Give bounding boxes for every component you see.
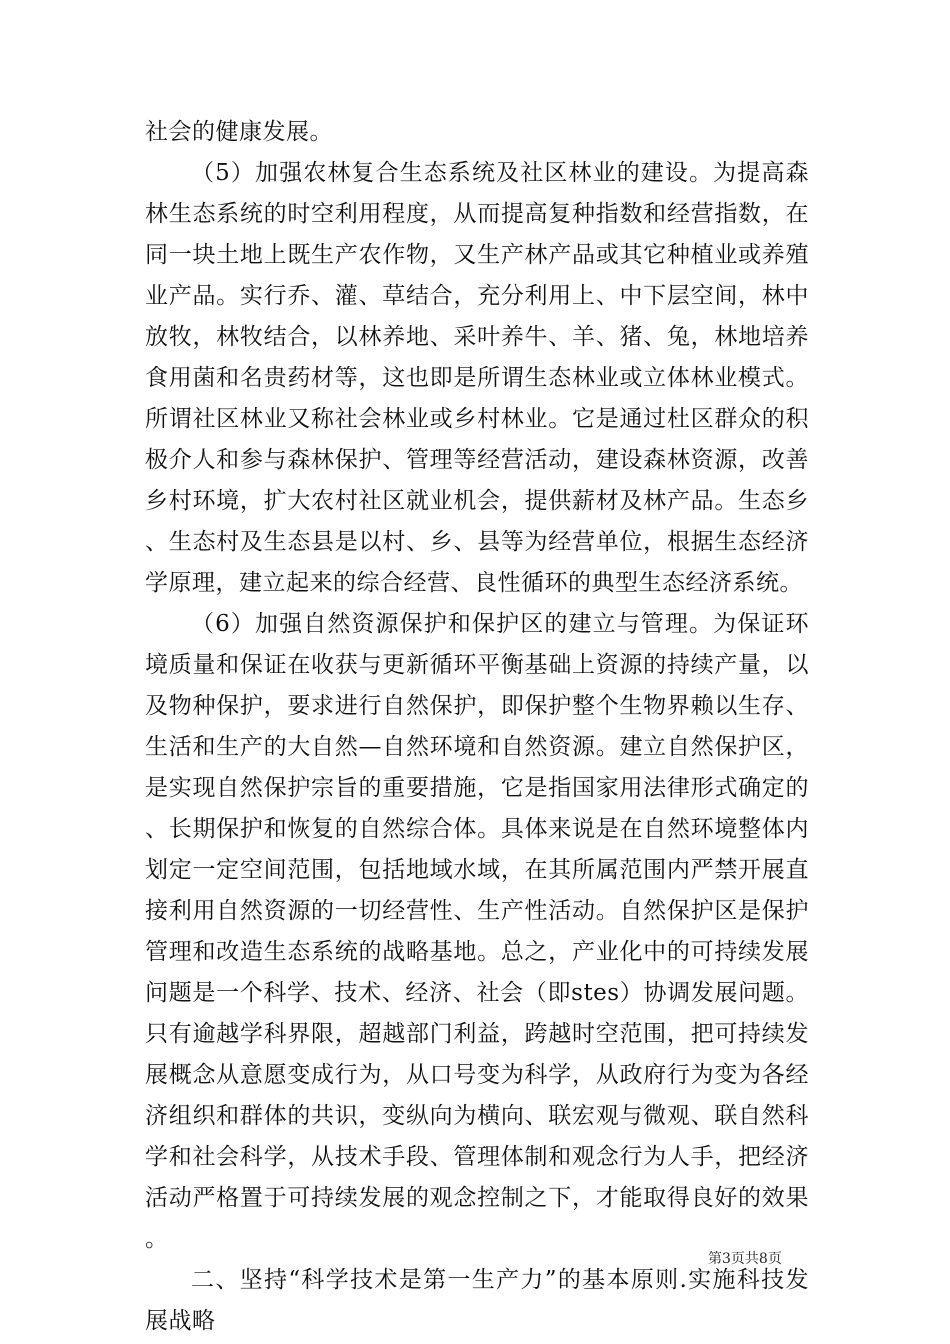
document-body: [145, 112, 809, 1342]
paragraph-continuation: 社会的健康发展。: [145, 119, 333, 145]
section-heading-science-technology: 二、坚持“科学技术是第一生产力”的基本原则.实施科技发展战略: [145, 1267, 809, 1334]
paragraph-agroforestry: （5）加强农林复合生态系统及社区林业的建设。为提高森林生态系统的时空利用程度，从而提高复种指数和经营指数，在同一块土地上既生产农作物，又生产林产品或其它种植业或养殖业产品。实行乔、灌、草结合，充分利用上、中下层空间，林中放牧，林牧结合，以林养地、采叶养牛、羊、猪、兔，林地培养食用菌和名贵药材等，这也即是所谓生态林业或立体林业模式。所谓社区林业又称社会林业或乡村林业。它是通过杜区群众的积极介人和参与森林保护、管理等经营活动，建设森林资源，改善乡村环境，扩大农村社区就业机会，提供薪材及林产品。生态乡、生态村及生态县是以村、乡、县等为经营单位，根据生态经济学原理，建立起来的综合经营、良性循环的典型生态经济系统。: [145, 160, 809, 596]
paragraph-nature-reserve: （6）加强自然资源保护和保护区的建立与管理。为保证环境质量和保证在收获与更新循环平衡基础上资源的持续产量，以及物种保护，要求进行自然保护，即保护整个生物界赖以生存、生活和生产的大自然—自然环境和自然资源。建立自然保护区，是实现自然保护宗旨的重要措施，它是指国家用法律形式确定的、长期保护和恢复的自然综合体。具体来说是在自然环境整体内划定一定空间范围，包括地域水域，在其所属范围内严禁开展直接利用自然资源的一切经营性、生产性活动。自然保护区是保护管理和改造生态系统的战略基地。总之，产业化中的可持续发展问题是一个科学、技术、经济、社会（即stes）协调发展问题。只有逾越学科界限，超越部门利益，跨越时空范围，把可持续发展概念从意愿变成行为，从口号变为科学，从政府行为变为各经济组织和群体的共识，变纵向为横向、联宏观与微观、联自然科学和社会科学，从技术手段、管理体制和观念行为人手，把经济活动严格置于可持续发展的观念控制之下，才能取得良好的效果。: [145, 611, 809, 1252]
page-number-footer: 第3页共8页: [708, 1251, 782, 1267]
